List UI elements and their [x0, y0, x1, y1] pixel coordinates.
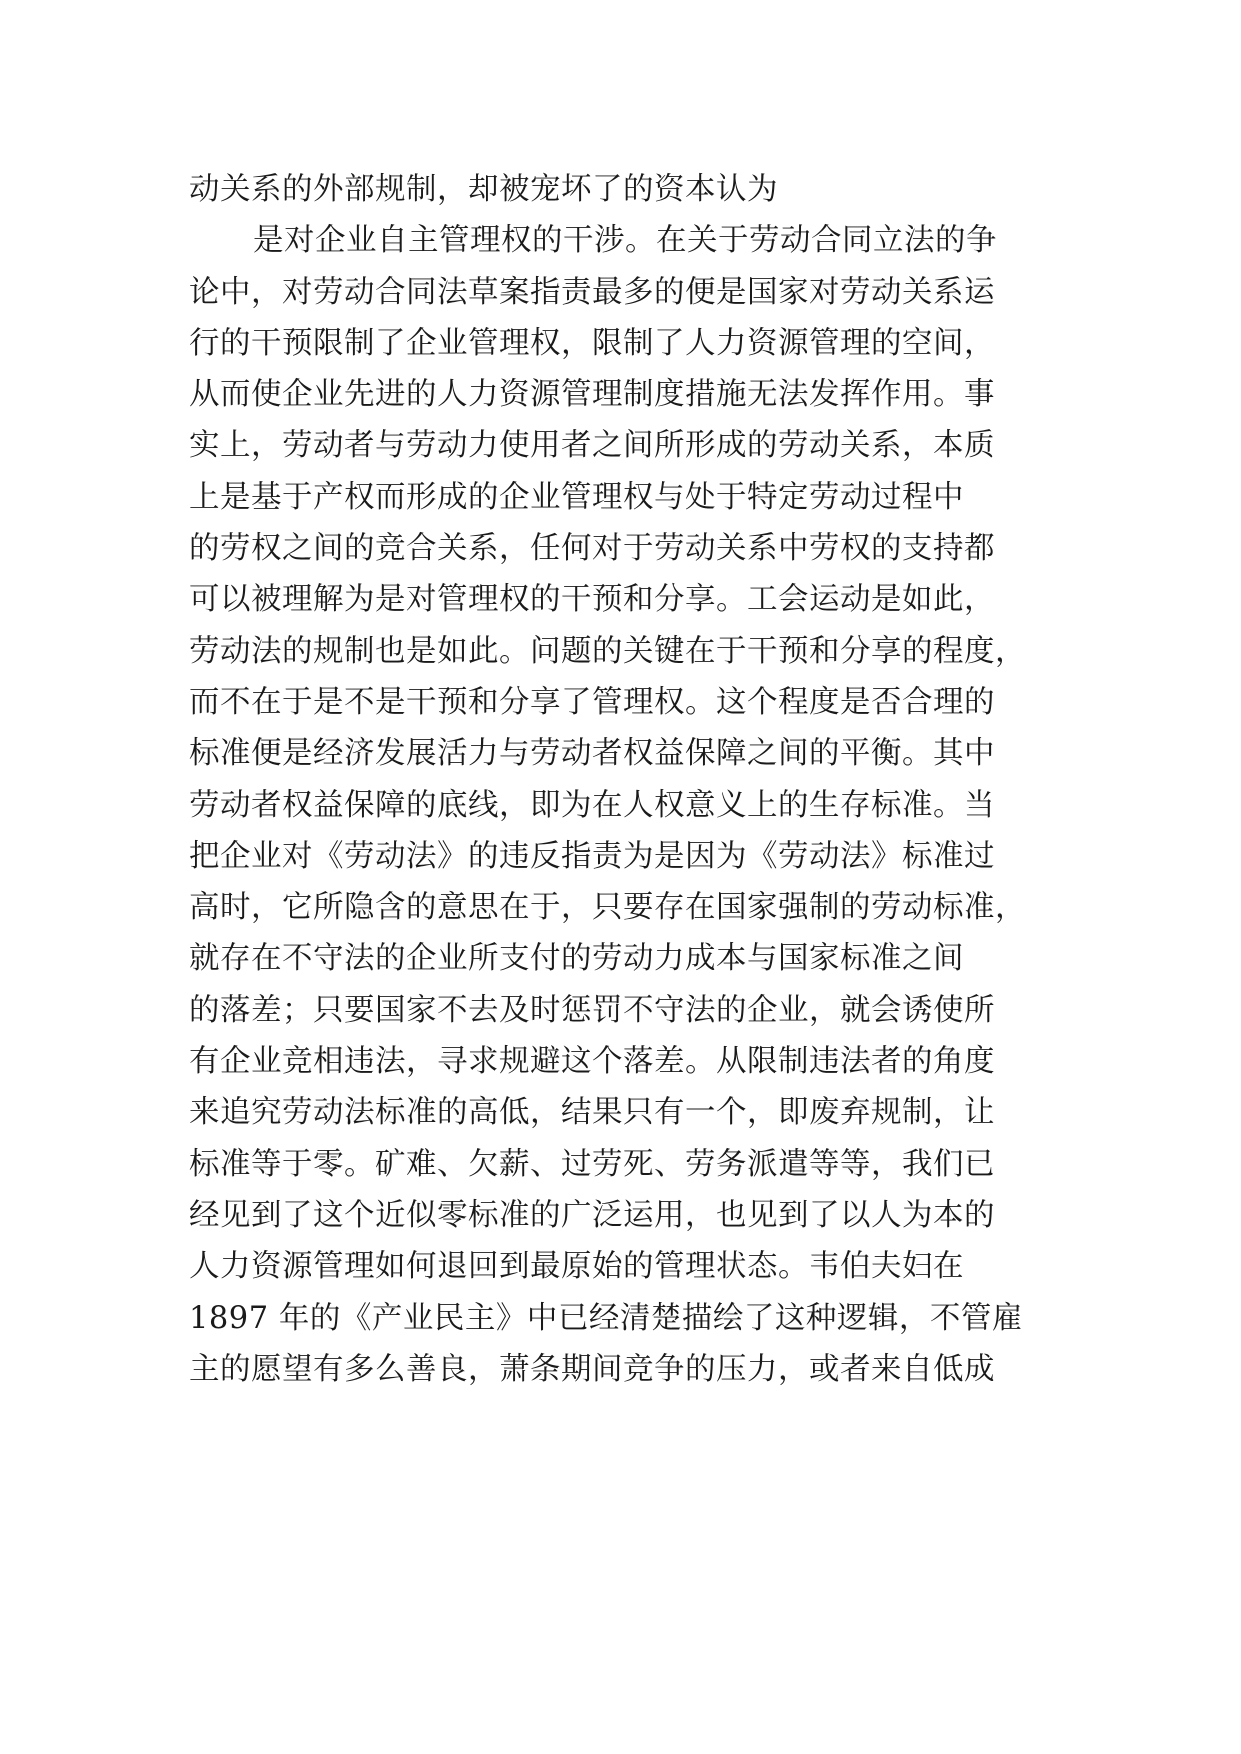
text-line: 1897 年的《产业民主》中已经清楚描绘了这种逻辑，不管雇 [189, 1300, 1023, 1336]
text-line: 的落差；只要国家不去及时惩罚不守法的企业，就会诱使所 [189, 992, 995, 1028]
text-line: 就存在不守法的企业所支付的劳动力成本与国家标准之间 [189, 941, 964, 977]
text-line: 而不在于是不是干预和分享了管理权。这个程度是否合理的 [189, 684, 995, 720]
text-line: 标准便是经济发展活力与劳动者权益保障之间的平衡。其中 [189, 736, 995, 772]
text-line: 论中，对劳动合同法草案指责最多的便是国家对劳动关系运 [189, 274, 995, 310]
text-line: 高时，它所隐含的意思在于，只要存在国家强制的劳动标准， [189, 890, 1026, 926]
text-line: 实上，劳动者与劳动力使用者之间所形成的劳动关系，本质 [189, 428, 995, 464]
text-line: 是对企业自主管理权的干涉。在关于劳动合同立法的争 [253, 223, 997, 259]
text-line: 人力资源管理如何退回到最原始的管理状态。韦伯夫妇在 [189, 1249, 964, 1285]
text-line: 可以被理解为是对管理权的干预和分享。工会运动是如此， [189, 582, 995, 618]
text-line: 来追究劳动法标准的高低，结果只有一个，即废弃规制，让 [189, 1095, 995, 1131]
text-line: 经见到了这个近似零标准的广泛运用，也见到了以人为本的 [189, 1197, 995, 1233]
text-line: 上是基于产权而形成的企业管理权与处于特定劳动过程中 [189, 479, 964, 515]
body-text [189, 164, 1069, 1395]
text-line: 从而使企业先进的人力资源管理制度措施无法发挥作用。事 [189, 377, 995, 413]
text-line: 的劳权之间的竞合关系，任何对于劳动关系中劳权的支持都 [189, 531, 995, 567]
text-line: 劳动者权益保障的底线，即为在人权意义上的生存标准。当 [189, 787, 995, 823]
text-line: 劳动法的规制也是如此。问题的关键在于干预和分享的程度， [189, 633, 1026, 669]
text-line: 把企业对《劳动法》的违反指责为是因为《劳动法》标准过 [189, 838, 995, 874]
text-line: 动关系的外部规制，却被宠坏了的资本认为 [189, 172, 778, 207]
text-line: 有企业竞相违法，寻求规避这个落差。从限制违法者的角度 [189, 1044, 995, 1080]
text-line: 行的干预限制了企业管理权，限制了人力资源管理的空间， [189, 325, 995, 361]
text-line: 标准等于零。矿难、欠薪、过劳死、劳务派遣等等，我们已 [189, 1146, 995, 1182]
text-line: 主的愿望有多么善良，萧条期间竞争的压力，或者来自低成 [189, 1351, 995, 1387]
